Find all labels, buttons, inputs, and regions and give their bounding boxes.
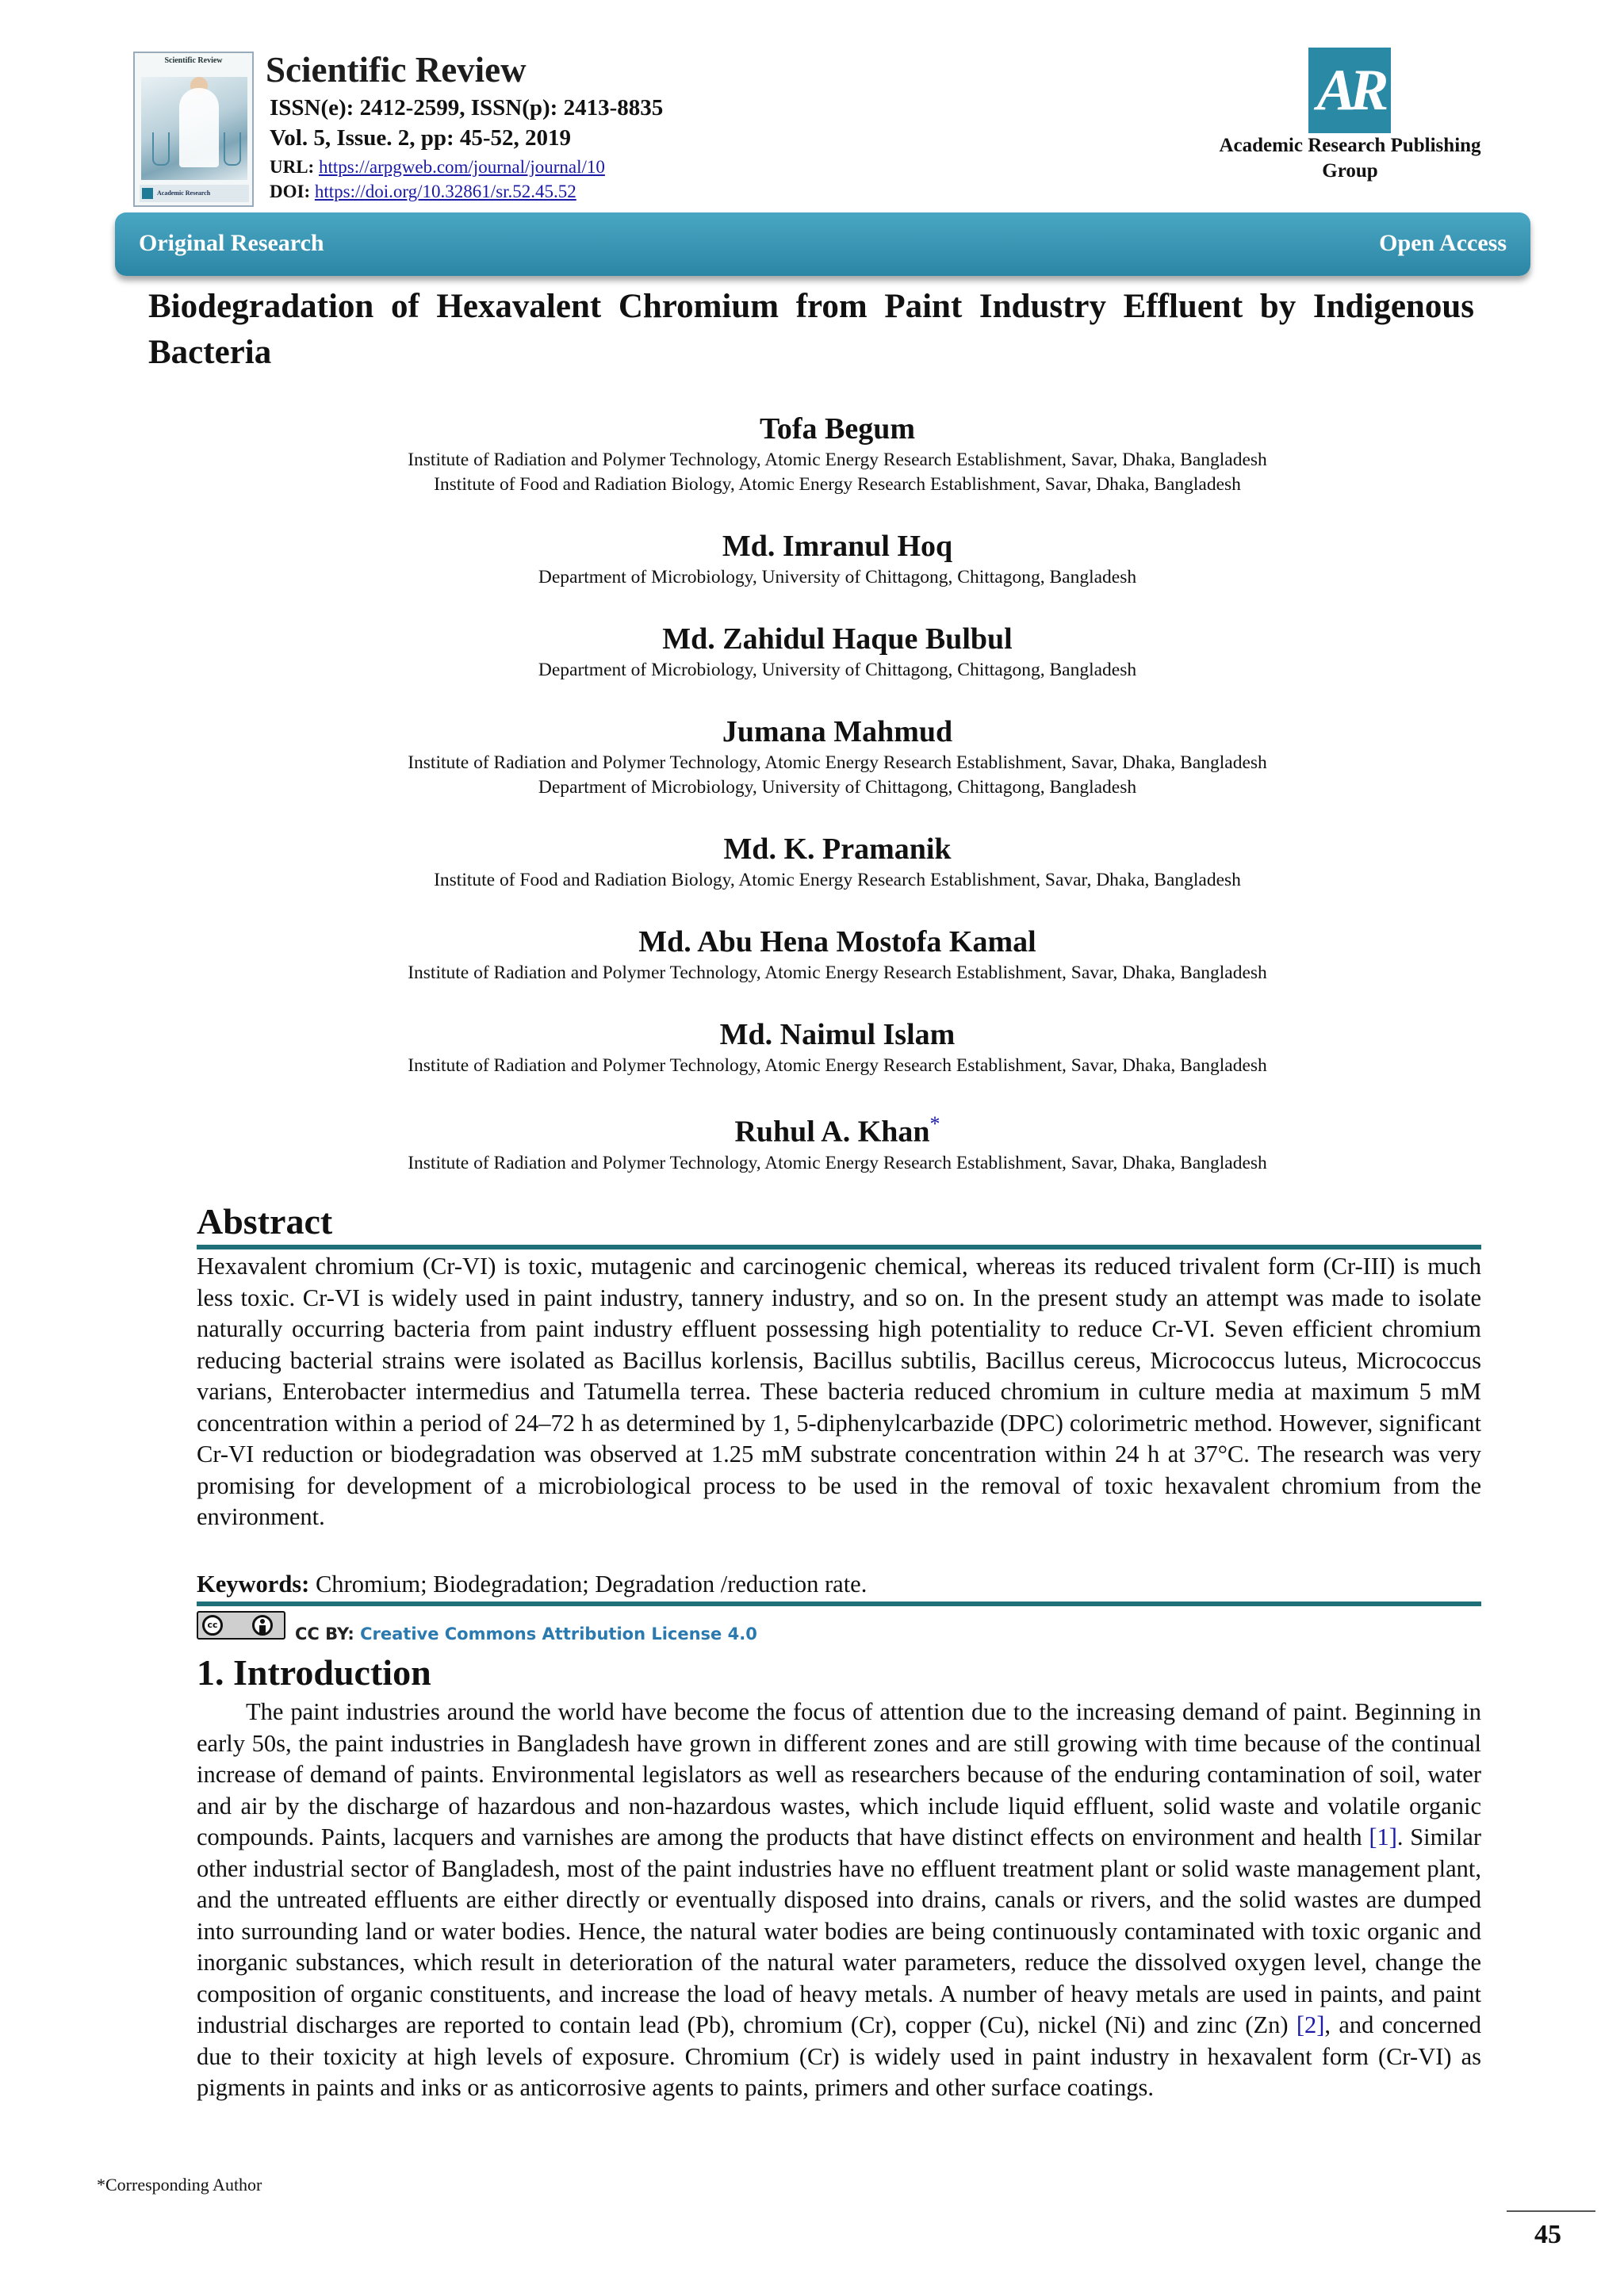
author-affiliation: Institute of Food and Radiation Biology, Atomic Energy Research Establishment, Savar, Dhaka, Bangladesh bbox=[434, 474, 1241, 495]
abstract-text: Hexavalent chromium (Cr-VI) is toxic, mutagenic and carcinogenic chemical, whereas its reduced trivalent form (Cr-III) is much less toxic. Cr-VI is widely used in paint industry, tannery industry, and so on. In the present study an attempt was made to isolate naturally occurring bacteria from paint industry effluent possessing high potentiality to reduce Cr-VI. Seven efficient chromium reducing bacterial strains were isolated as Bacillus korlensis, Bacillus subtilis, Bacillus cereus, Micrococcus luteus, Micrococcus varians, Enterobacter intermedius and Tatumella terrea. These bacteria reduced chromium in culture media at maximum 5 mM concentration within a period of 24–72 h as determined by 1, 5-diphenylcarbazide (DPC) colorimetric method. However, significant Cr-VI reduction or biodegradation was observed at 1.25 mM substrate concentration within 24 h at 37°C. The research was very promising for development of a microbiological process to be used in the removal of toxic hexavalent chromium from the environment. bbox=[197, 1253, 1481, 1530]
author-affiliation: Department of Microbiology, University of Chittagong, Chittagong, Bangladesh bbox=[538, 777, 1137, 798]
issn: ISSN(e): 2412-2599, ISSN(p): 2413-8835 bbox=[270, 95, 664, 121]
doi-label: DOI: bbox=[270, 182, 311, 201]
page-number: 45 bbox=[1534, 2220, 1561, 2249]
publisher-logo: AR bbox=[1308, 48, 1391, 133]
author-affiliation: Institute of Radiation and Polymer Technology, Atomic Energy Research Establishment, Savar, Dhaka, Bangladesh bbox=[408, 962, 1267, 983]
cc-icon: cc bbox=[202, 1615, 223, 1636]
author-name: Md. Naimul Islam bbox=[719, 1018, 956, 1051]
abstract-heading: Abstract bbox=[197, 1201, 333, 1242]
keywords-label: Keywords: bbox=[197, 1571, 310, 1598]
intro-text-1: The paint industries around the world have become the focus of attention due to the increasing demand of paint. Beginning in early 50s, the paint industries in Bangladesh have grown in different zones and are still growing with time because of the continual increase of demand of paints. Environmental legislators as well as researchers because of the enduring contamination of soil, water and air by the discharge of hazardous and non-hazardous wastes, which include liquid effluent, solid waste and volatile organic compounds. Paints, lacquers and varnishes are among the products that have distinct effects on environment and health bbox=[197, 1698, 1481, 1850]
article-type-banner bbox=[115, 212, 1530, 276]
banner-article-type: Original Research bbox=[139, 230, 324, 256]
footer-rule bbox=[1507, 2210, 1595, 2212]
corresponding-author-line bbox=[0, 1105, 1624, 1151]
author-affiliation: Institute of Radiation and Polymer Technology, Atomic Energy Research Establishment, Savar, Dhaka, Bangladesh bbox=[408, 752, 1267, 773]
journal-name: Scientific Review bbox=[266, 50, 527, 90]
keywords-text: Chromium; Biodegradation; Degradation /reduction rate. bbox=[315, 1571, 868, 1598]
cover-lab-photo bbox=[141, 77, 247, 180]
cover-title: Scientific Review bbox=[164, 56, 223, 65]
author-list bbox=[0, 400, 1624, 1176]
by-person-icon bbox=[252, 1615, 273, 1636]
volume-info: Vol. 5, Issue. 2, pp: 45-52, 2019 bbox=[270, 125, 572, 151]
cc-by-badge-icon[interactable] bbox=[197, 1611, 285, 1640]
author-affiliation: Department of Microbiology, University of Chittagong, Chittagong, Bangladesh bbox=[538, 567, 1137, 587]
author-affiliation: Institute of Radiation and Polymer Technology, Atomic Energy Research Establishment, Savar, Dhaka, Bangladesh bbox=[408, 1055, 1267, 1076]
doi-link[interactable]: https://doi.org/10.32861/sr.52.45.52 bbox=[314, 182, 576, 201]
journal-url-link[interactable]: https://arpgweb.com/journal/journal/10 bbox=[318, 157, 605, 177]
license-line bbox=[295, 1624, 757, 1644]
author-name: Tofa Begum bbox=[759, 412, 915, 446]
corresponding-author-footnote: *Corresponding Author bbox=[97, 2175, 262, 2195]
intro-text-3: , and concerned due to their toxicity at high levels of exposure. Chromium (Cr) is widely used in paint industry in hexavalent form (Cr-VI) as pigments in paints and inks or as anticorrosive agents to paints, primers and other surface coatings. bbox=[197, 2011, 1481, 2101]
url-line bbox=[270, 157, 605, 178]
article-title: Biodegradation of Hexavalent Chromium from Paint Industry Effluent by Indigenous Bacteria bbox=[148, 288, 1474, 371]
abstract-body bbox=[197, 1251, 1481, 1533]
license-link[interactable]: Creative Commons Attribution License 4.0 bbox=[360, 1624, 757, 1644]
introduction-paragraph bbox=[197, 1697, 1481, 2104]
url-label: URL: bbox=[270, 157, 315, 177]
author-name: Md. K. Pramanik bbox=[723, 832, 952, 866]
banner-open-access: Open Access bbox=[1379, 230, 1507, 256]
abstract-top-rule bbox=[197, 1245, 1481, 1249]
journal-cover-image bbox=[133, 52, 254, 207]
author-affiliation: Institute of Radiation and Polymer Technology, Atomic Energy Research Establishment, Savar, Dhaka, Bangladesh bbox=[408, 450, 1267, 470]
cover-publisher: Academic Research bbox=[140, 185, 249, 202]
abstract-bottom-rule bbox=[197, 1601, 1481, 1606]
author-name: Md. Zahidul Haque Bulbul bbox=[662, 622, 1013, 656]
author-affiliation: Department of Microbiology, University of Chittagong, Chittagong, Bangladesh bbox=[538, 660, 1137, 680]
corresponding-author-mark[interactable]: * bbox=[929, 1112, 940, 1135]
author-name: Ruhul A. Khan bbox=[734, 1115, 930, 1149]
author-name: Md. Abu Hena Mostofa Kamal bbox=[638, 925, 1036, 959]
author-affiliation: Institute of Food and Radiation Biology, Atomic Energy Research Establishment, Savar, Dhaka, Bangladesh bbox=[434, 870, 1241, 890]
citation-link-1[interactable]: [1] bbox=[1369, 1823, 1397, 1850]
author-name: Jumana Mahmud bbox=[722, 715, 953, 748]
doi-line bbox=[270, 182, 576, 202]
introduction-heading: 1. Introduction bbox=[197, 1652, 431, 1693]
citation-link-2[interactable]: [2] bbox=[1296, 2011, 1325, 2038]
license-label: CC BY: bbox=[295, 1624, 354, 1644]
author-affiliation: Institute of Radiation and Polymer Technology, Atomic Energy Research Establishment, Savar, Dhaka, Bangladesh bbox=[408, 1152, 1267, 1173]
author-name: Md. Imranul Hoq bbox=[722, 530, 953, 563]
keywords-line bbox=[197, 1569, 1481, 1601]
publisher-name: Academic Research Publishing Group bbox=[1219, 135, 1481, 182]
intro-text-2: . Similar other industrial sector of Bangladesh, most of the paint industries have no effluent treatment plant or solid waste management plant, and the untreated effluents are either directly or eventually disposed into drains, canals or rivers, and the solid wastes are dumped into surrounding land or water bodies. Hence, the natural water bodies are being continuously contaminated with toxic organic and inorganic substances, which result in deterioration of the natural water parameters, reduce the dissolved oxygen level, change the composition of organic constituents, and increase the load of heavy metals. A number of heavy metals are used in paints, and paint industrial discharges are reported to contain lead (Pb), chromium (Cr), copper (Cu), nickel (Ni) and zinc (Zn) bbox=[197, 1823, 1481, 2038]
